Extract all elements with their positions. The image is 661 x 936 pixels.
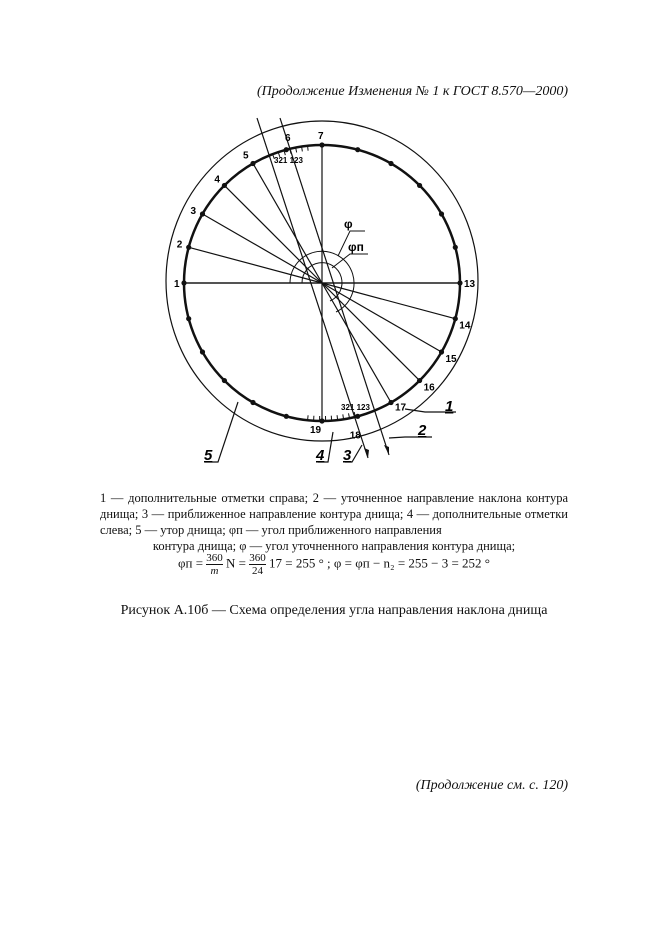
scale-bottom-label: 321 123 bbox=[341, 403, 370, 412]
callout-4: 4 bbox=[316, 447, 325, 464]
fraction-den: 24 bbox=[252, 565, 264, 577]
contour-point-13 bbox=[457, 280, 462, 285]
callout-3: 3 bbox=[343, 447, 352, 464]
radial-line-14 bbox=[322, 283, 455, 319]
scale-tick bbox=[337, 415, 338, 420]
refined-direction-line bbox=[280, 118, 389, 455]
contour-point-16 bbox=[417, 378, 422, 383]
contour-point-1 bbox=[181, 280, 186, 285]
arrow-head-3 bbox=[364, 448, 369, 458]
point-label-15: 15 bbox=[445, 354, 457, 365]
formula-mid: N = bbox=[226, 555, 247, 571]
contour-point-23 bbox=[200, 349, 205, 354]
fraction-num: 360 bbox=[249, 552, 266, 564]
angle-formula bbox=[100, 552, 568, 577]
phi-n-leader bbox=[332, 254, 368, 268]
radial-line-3 bbox=[202, 214, 322, 283]
contour-point-17 bbox=[388, 400, 393, 405]
phi-n-label: φп bbox=[348, 240, 364, 254]
scale-tick bbox=[308, 415, 309, 420]
phi-label: φ bbox=[344, 217, 353, 231]
contour-point-10 bbox=[417, 183, 422, 188]
fraction-360-24 bbox=[249, 552, 266, 577]
contour-point-18 bbox=[355, 414, 360, 419]
formula-rest: 17 = 255 ° ; φ = φп − n₂ = 255 − 3 = 252 ° bbox=[269, 555, 491, 571]
point-label-1: 1 bbox=[174, 279, 180, 290]
contour-point-19 bbox=[319, 418, 324, 423]
point-label-3: 3 bbox=[190, 206, 197, 217]
contour-point-21 bbox=[250, 400, 255, 405]
figure-caption: Рисунок А.10б — Схема определения угла направления наклона днища bbox=[120, 603, 548, 618]
contour-point-5 bbox=[250, 161, 255, 166]
legend-last-line: контура днища; φ — угол уточненного направления контура днища; bbox=[152, 539, 516, 553]
fraction-360-m bbox=[206, 552, 223, 577]
callout-1: 1 bbox=[445, 398, 454, 415]
formula-lhs: φп = bbox=[177, 555, 204, 571]
contour-point-12 bbox=[453, 245, 458, 250]
page-header: (Продолжение Изменения № 1 к ГОСТ 8.570—2000) bbox=[257, 84, 568, 99]
point-label-6: 6 bbox=[285, 133, 291, 144]
contour-point-3 bbox=[200, 211, 205, 216]
point-label-14: 14 bbox=[459, 320, 471, 332]
radial-line-15 bbox=[322, 283, 442, 352]
point-label-4: 4 bbox=[214, 174, 220, 186]
page-footer: (Продолжение см. с. 120) bbox=[415, 778, 568, 793]
contour-point-20 bbox=[284, 414, 289, 419]
fraction-num: 360 bbox=[206, 552, 223, 564]
figure-legend bbox=[100, 490, 568, 554]
callout-2: 2 bbox=[418, 422, 427, 439]
contour-point-11 bbox=[439, 211, 444, 216]
contour-point-7 bbox=[319, 142, 324, 147]
point-label-13: 13 bbox=[464, 279, 476, 290]
contour-point-9 bbox=[388, 161, 393, 166]
radial-line-16 bbox=[322, 283, 420, 381]
radial-line-17 bbox=[322, 283, 391, 403]
contour-point-24 bbox=[186, 316, 191, 321]
contour-point-22 bbox=[222, 378, 227, 383]
contour-point-8 bbox=[355, 147, 360, 152]
contour-point-15 bbox=[439, 349, 444, 354]
point-label-18: 18 bbox=[349, 430, 361, 442]
contour-point-2 bbox=[186, 245, 191, 250]
point-label-19: 19 bbox=[310, 425, 322, 436]
scale-tick bbox=[308, 146, 309, 151]
contour-point-4 bbox=[222, 183, 227, 188]
legend-text: 1 — дополнительные отметки справа; 2 — уточненное направление наклона контура днища; 3 — приближенное направление контура днища; 4 — дополнительные отметки слева; 5 — утор днища; φп — угол приближенного направления bbox=[100, 491, 568, 537]
radial-line-2 bbox=[189, 247, 322, 283]
point-label-7: 7 bbox=[318, 131, 324, 142]
point-label-2: 2 bbox=[176, 239, 183, 251]
contour-point-14 bbox=[453, 316, 458, 321]
fraction-den: m bbox=[210, 565, 219, 577]
arrow-head-2 bbox=[384, 445, 389, 455]
point-label-5: 5 bbox=[243, 150, 249, 162]
callout-5: 5 bbox=[204, 447, 213, 464]
scale-top-label: 321 123 bbox=[274, 156, 303, 165]
point-label-17: 17 bbox=[395, 402, 407, 414]
point-label-16: 16 bbox=[423, 382, 435, 394]
